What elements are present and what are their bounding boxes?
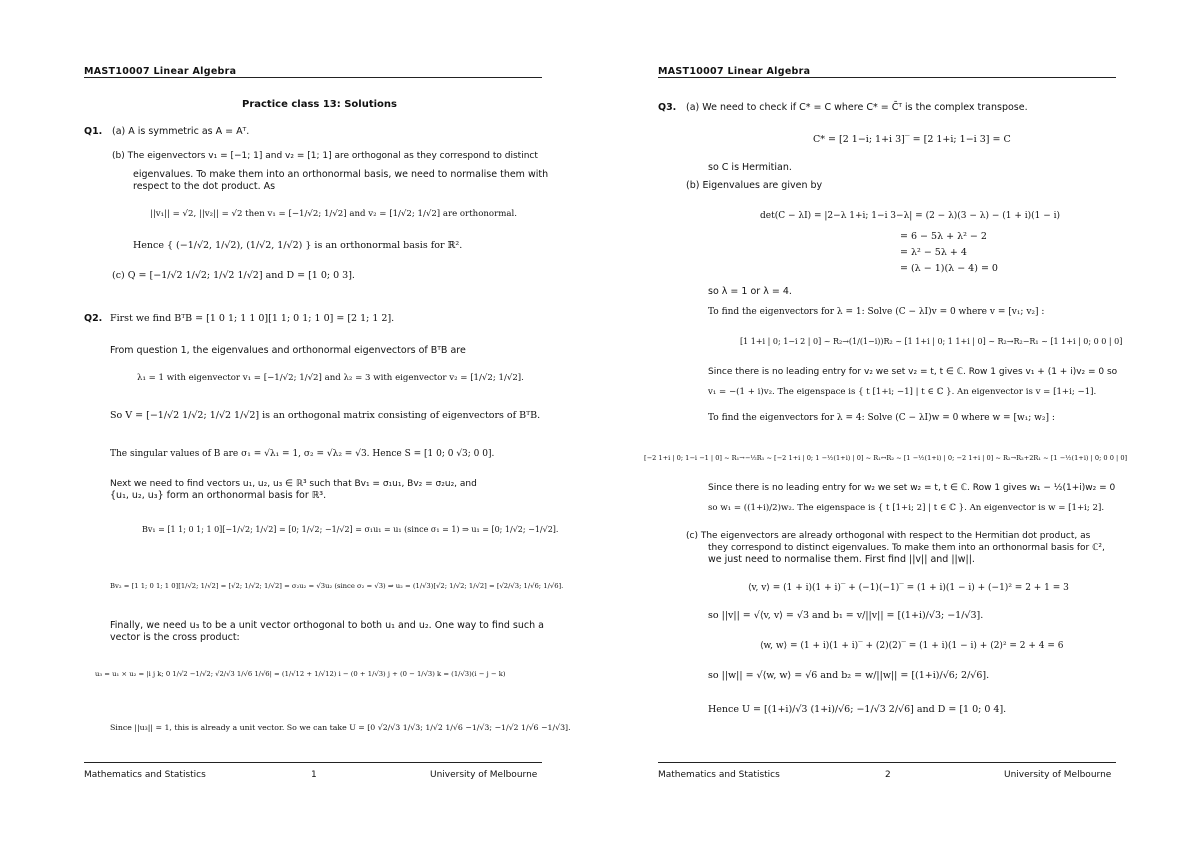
q3-b-line1: (b) Eigenvalues are given by xyxy=(686,180,823,191)
q2-line6: Next we need to find vectors u₁, u₂, u₃ ∈ ℝ³ such that Bv₁ = σ₁u₁, Bv₂ = σ₂u₂, and xyxy=(110,479,477,489)
q3-b-line11: To find the eigenvectors for λ = 4: Solve (C − λI)w = 0 where w = [w₁; w₂] : xyxy=(708,413,1055,423)
q3-c-line2: they correspond to distinct eigenvalues. To make them into an orthonormal basis for ℂ², xyxy=(708,543,1105,553)
q3-a-line2: C* = [2 1−i; 1+i 3]‾ = [2 1+i; 1−i 3] = C xyxy=(813,134,1011,145)
q3-a-line3: so C is Hermitian. xyxy=(708,162,792,173)
q3-c-line5: so ||v|| = √⟨v, v⟩ = √3 and b₁ = v/||v|| = [(1+i)/√3; −1/√3]. xyxy=(708,610,984,621)
q2-line4: So V = [−1/√2 1/√2; 1/√2 1/√2] is an orthogonal matrix consisting of eigenvectors of BᵀB. xyxy=(110,410,541,421)
q1-part-b-line3: respect to the dot product. As xyxy=(133,181,276,192)
q1-part-b-line2: eigenvalues. To make them into an orthonormal basis, we need to normalise them with xyxy=(133,169,549,180)
footer-right: University of Melbourne xyxy=(1004,770,1112,780)
q3-a-line1: (a) We need to check if C* = C where C* = C̄ᵀ is the complex transpose. xyxy=(686,102,1028,113)
q3-c-line8: Hence U = [(1+i)/√3 (1+i)/√6; −1/√3 2/√6] and D = [1 0; 0 4]. xyxy=(708,704,1007,715)
page-title: Practice class 13: Solutions xyxy=(242,99,397,110)
q1-part-b-line1: (b) The eigenvectors v₁ = [−1; 1] and v₂ = [1; 1] are orthogonal as they correspond to distinct xyxy=(112,151,538,161)
q3-b-line5: = (λ − 1)(λ − 4) = 0 xyxy=(900,263,998,274)
q3-c-line1: (c) The eigenvectors are already orthogonal with respect to the Hermitian dot product, as xyxy=(686,531,1091,541)
header-rule xyxy=(84,77,542,78)
q3-label: Q3. xyxy=(658,102,677,113)
q1-hence: Hence { (−1/√2, 1/√2), (1/√2, 1/√2) } is an orthonormal basis for ℝ². xyxy=(133,240,463,251)
page-header: MAST10007 Linear Algebra xyxy=(84,66,237,77)
footer-rule xyxy=(658,762,1116,763)
footer-right: University of Melbourne xyxy=(430,770,538,780)
q1-norm-equation: ||v₁|| = √2, ||v₂|| = √2 then v₁ = [−1/√2; 1/√2] and v₂ = [1/√2; 1/√2] are orthonormal. xyxy=(150,209,517,219)
q1-part-a: (a) A is symmetric as A = Aᵀ. xyxy=(112,126,250,137)
q3-c-line7: so ||w|| = √⟨w, w⟩ = √6 and b₂ = w/||w|| = [(1+i)/√6; 2/√6]. xyxy=(708,670,990,681)
q3-b-line13: Since there is no leading entry for w₂ we set w₂ = t, t ∈ ℂ. Row 1 gives w₁ − ½(1+i)w₂ = 0 xyxy=(708,483,1116,493)
q2-line12: u₃ = u₁ × u₂ = |i j k; 0 1/√2 −1/√2; √2/√3 1/√6 1/√6| = (1/√12 + 1/√12) i − (0 + 1/√3) j + (0 − 1/√3) k = (1/√3)(i − j − k) xyxy=(95,670,506,678)
q2-line10: Finally, we need u₃ to be a unit vector orthogonal to both u₁ and u₂. One way to find such a xyxy=(110,620,544,631)
q3-b-line8: [1 1+i | 0; 1−i 2 | 0] ~ R₂→(1/(1−i))R₂ ~ [1 1+i | 0; 1 1+i | 0] ~ R₂→R₂−R₁ ~ [1 1+i | 0; 0 0 | 0] xyxy=(740,337,1123,346)
q3-c-line6: ⟨w, w⟩ = (1 + i)(1 + i)‾ + (2)(2)‾ = (1 + i)(1 − i) + (2)² = 2 + 4 = 6 xyxy=(760,641,1064,651)
q2-line2: From question 1, the eigenvalues and orthonormal eigenvectors of BᵀB are xyxy=(110,345,466,356)
q3-b-line12: [−2 1+i | 0; 1−i −1 | 0] ~ R₁→−½R₁ ~ [−2 1+i | 0; 1 −½(1+i) | 0] ~ R₁↔R₂ ~ [1 −½(1+i) | 0; −2 1+i | 0] ~ R₂→R₂+2R₁ ~ [1 −½(1+i) | 0; 0 0 | 0] xyxy=(644,454,1128,462)
q2-line5: The singular values of B are σ₁ = √λ₁ = 1, σ₂ = √λ₂ = √3. Hence S = [1 0; 0 √3; 0 0]. xyxy=(110,449,495,459)
q3-c-line4: ⟨v, v⟩ = (1 + i)(1 + i)‾ + (−1)(−1)‾ = (1 + i)(1 − i) + (−1)² = 2 + 1 = 3 xyxy=(748,583,1069,593)
q3-b-line9: Since there is no leading entry for v₂ we set v₂ = t, t ∈ ℂ. Row 1 gives v₁ + (1 + i)v₂ = 0 so xyxy=(708,367,1118,377)
q3-b-line2: det(C − λI) = |2−λ 1+i; 1−i 3−λ| = (2 − λ)(3 − λ) − (1 + i)(1 − i) xyxy=(760,211,1061,221)
footer-page-number: 1 xyxy=(311,770,317,780)
q3-b-line3: = 6 − 5λ + λ² − 2 xyxy=(900,231,987,242)
footer-rule xyxy=(84,762,542,763)
header-rule xyxy=(658,77,1116,78)
q3-b-line14: so w₁ = ((1+i)/2)w₂. The eigenspace is { t [1+i; 2] | t ∈ ℂ }. An eigenvector is w = [1+i; 2]. xyxy=(708,503,1105,513)
q2-line8: Bv₁ = [1 1; 0 1; 1 0][−1/√2; 1/√2] = [0; 1/√2; −1/√2] = σ₁u₁ = u₁ (since σ₁ = 1) ⇒ u₁ = [0; 1/√2; −1/√2]. xyxy=(142,525,559,534)
q3-b-line6: so λ = 1 or λ = 4. xyxy=(708,286,792,297)
q3-b-line4: = λ² − 5λ + 4 xyxy=(900,247,967,258)
q3-b-line7: To find the eigenvectors for λ = 1: Solve (C − λI)v = 0 where v = [v₁; v₂] : xyxy=(708,307,1045,317)
q2-line9: Bv₂ = [1 1; 0 1; 1 0][1/√2; 1/√2] = [√2; 1/√2; 1/√2] = σ₂u₂ = √3u₂ (since σ₂ = √3) ⇒ u₂ = (1/√3)[√2; 1/√2; 1/√2] = [√2/√3; 1/√6; 1/√6]. xyxy=(110,582,564,590)
footer-left: Mathematics and Statistics xyxy=(658,770,780,780)
footer-page-number: 2 xyxy=(885,770,891,780)
q2-label: Q2. xyxy=(84,313,103,324)
q2-line3: λ₁ = 1 with eigenvector v₁ = [−1/√2; 1/√2] and λ₂ = 3 with eigenvector v₂ = [1/√2; 1/√2]. xyxy=(137,373,524,383)
q1-label: Q1. xyxy=(84,126,103,137)
footer-left: Mathematics and Statistics xyxy=(84,770,206,780)
q3-b-line10: v₁ = −(1 + i)v₂. The eigenspace is { t [1+i; −1] | t ∈ ℂ }. An eigenvector is v = [1+i; −1]. xyxy=(708,387,1097,397)
page-2 xyxy=(600,0,1200,848)
q2-line13: Since ||u₃|| = 1, this is already a unit vector. So we can take U = [0 √2/√3 1/√3; 1/√2 1/√6 −1/√3; −1/√2 1/√6 −1/√3]. xyxy=(110,723,571,732)
page-header: MAST10007 Linear Algebra xyxy=(658,66,811,77)
q3-c-line3: we just need to normalise them. First find ||v|| and ||w||. xyxy=(708,554,975,565)
q2-line11: vector is the cross product: xyxy=(110,632,240,643)
q1-part-c: (c) Q = [−1/√2 1/√2; 1/√2 1/√2] and D = [1 0; 0 3]. xyxy=(112,270,355,281)
q2-line1: First we find BᵀB = [1 0 1; 1 1 0][1 1; 0 1; 1 0] = [2 1; 1 2]. xyxy=(110,313,395,324)
q2-line7: {u₁, u₂, u₃} form an orthonormal basis for ℝ³. xyxy=(110,490,327,501)
